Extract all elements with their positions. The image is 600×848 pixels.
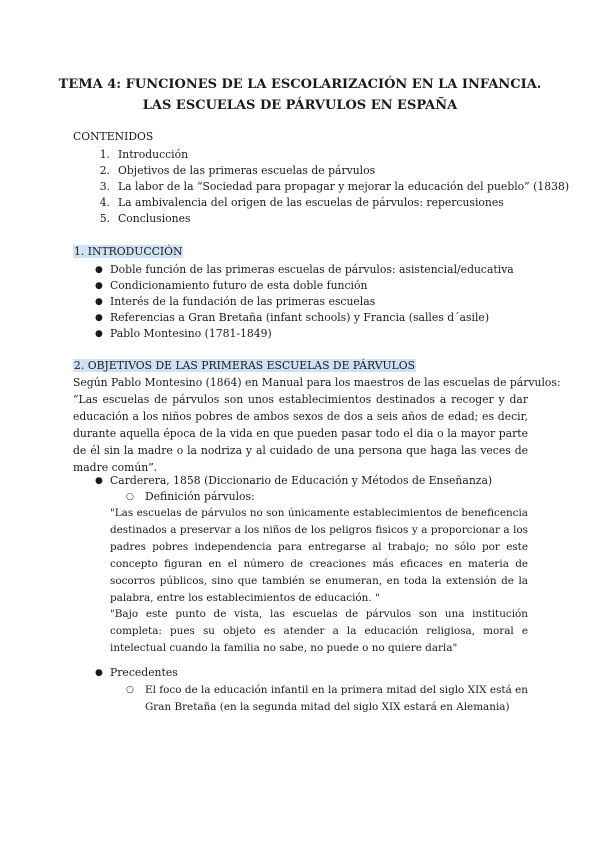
sub-bullet-circle: ○	[126, 492, 134, 502]
definicion-subitem: Definición párvulos:	[145, 490, 255, 503]
section2-heading	[73, 358, 416, 374]
montesino-quote: “Las escuelas de párvulos son unos establecimientos destinados a recoger y dar educación a los niños pobres de ambos sexos de dos a seis años de edad; es decir, durante aquella época de la vida en que pueden pasar todo el dia o la mayor parte de él sin la madre o la nodriza y al cuidado de una persona que haga las veces de madre común”.	[73, 393, 528, 474]
bullet-dot: ●	[95, 265, 103, 275]
contenidos-item-number: 2.	[99, 164, 110, 177]
contenidos-item: Introducción	[118, 148, 189, 161]
section1-heading	[73, 244, 183, 260]
section1-item: Pablo Montesino (1781-1849)	[110, 327, 272, 340]
carderera-bullet: Carderera, 1858 (Diccionario de Educación y Métodos de Enseñanza)	[110, 474, 493, 487]
contenidos-item: Objetivos de las primeras escuelas de párvulos	[118, 164, 376, 177]
bullet-dot: ●	[95, 297, 103, 307]
section2-heading-highlight: 2. OBJETIVOS DE LAS PRIMERAS ESCUELAS DE PÁRVULOS	[74, 359, 416, 372]
section2-intro: Según Pablo Montesino (1864) en Manual para los maestros de las escuelas de párvulos:	[73, 376, 561, 389]
sub-bullet-circle: ○	[126, 685, 134, 695]
precedentes-subitem: El foco de la educación infantil en la primera mitad del siglo XIX está en Gran Bretaña (en la segunda mitad del siglo XIX estará en Alemania)	[145, 684, 528, 713]
contenidos-item: La labor de la “Sociedad para propagar y mejorar la educación del pueblo” (1838)	[118, 180, 570, 193]
bullet-dot: ●	[95, 668, 103, 678]
precedentes-bullet: Precedentes	[110, 666, 178, 679]
section1-item: Doble función de las primeras escuelas de párvulos: asistencial/educativa	[110, 263, 514, 276]
bullet-dot: ●	[95, 476, 103, 486]
carderera-quote-1: "Las escuelas de párvulos no son únicamente establecimientos de beneficencia destinados a preservar a los niños de los peligros fisicos y a proporcionar a los padres pobres independencia para entregarse al trabajo; no sólo por este concepto figuran en el número de creaciones más eficaces en materia de socorros públicos, sino que también se enumeran, en toda la extensión de la palabra, entre los establecimientos de educación. "	[110, 507, 528, 604]
contenidos-item: La ambivalencia del origen de las escuelas de párvulos: repercusiones	[118, 196, 504, 209]
contenidos-item-number: 4.	[99, 196, 110, 209]
carderera-quote-2: "Bajo este punto de vista, las escuelas de párvulos son una institución completa: pues su objeto es atender a la educación religiosa, moral e intelectual cuando la familia no sabe, no puede o no quiere darla"	[110, 608, 528, 654]
section1-item: Condicionamiento futuro de esta doble función	[110, 279, 368, 292]
contenidos-item-number: 5.	[99, 212, 110, 225]
section1-heading-highlight: 1. INTRODUCCIÓN	[74, 245, 183, 258]
document-title-line1: TEMA 4: FUNCIONES DE LA ESCOLARIZACIÓN EN LA INFANCIA.	[58, 77, 542, 92]
contenidos-item-number: 1.	[99, 148, 110, 161]
contenidos-heading: CONTENIDOS	[73, 130, 154, 143]
document-title-line2: LAS ESCUELAS DE PÁRVULOS EN ESPAÑA	[142, 98, 458, 113]
contenidos-item: Conclusiones	[118, 212, 191, 225]
section1-item: Referencias a Gran Bretaña (infant schools) y Francia (salles d´asile)	[110, 311, 490, 324]
section1-item: Interés de la fundación de las primeras escuelas	[110, 295, 376, 308]
bullet-dot: ●	[95, 281, 103, 291]
bullet-dot: ●	[95, 313, 103, 323]
bullet-dot: ●	[95, 329, 103, 339]
contenidos-item-number: 3.	[99, 180, 110, 193]
